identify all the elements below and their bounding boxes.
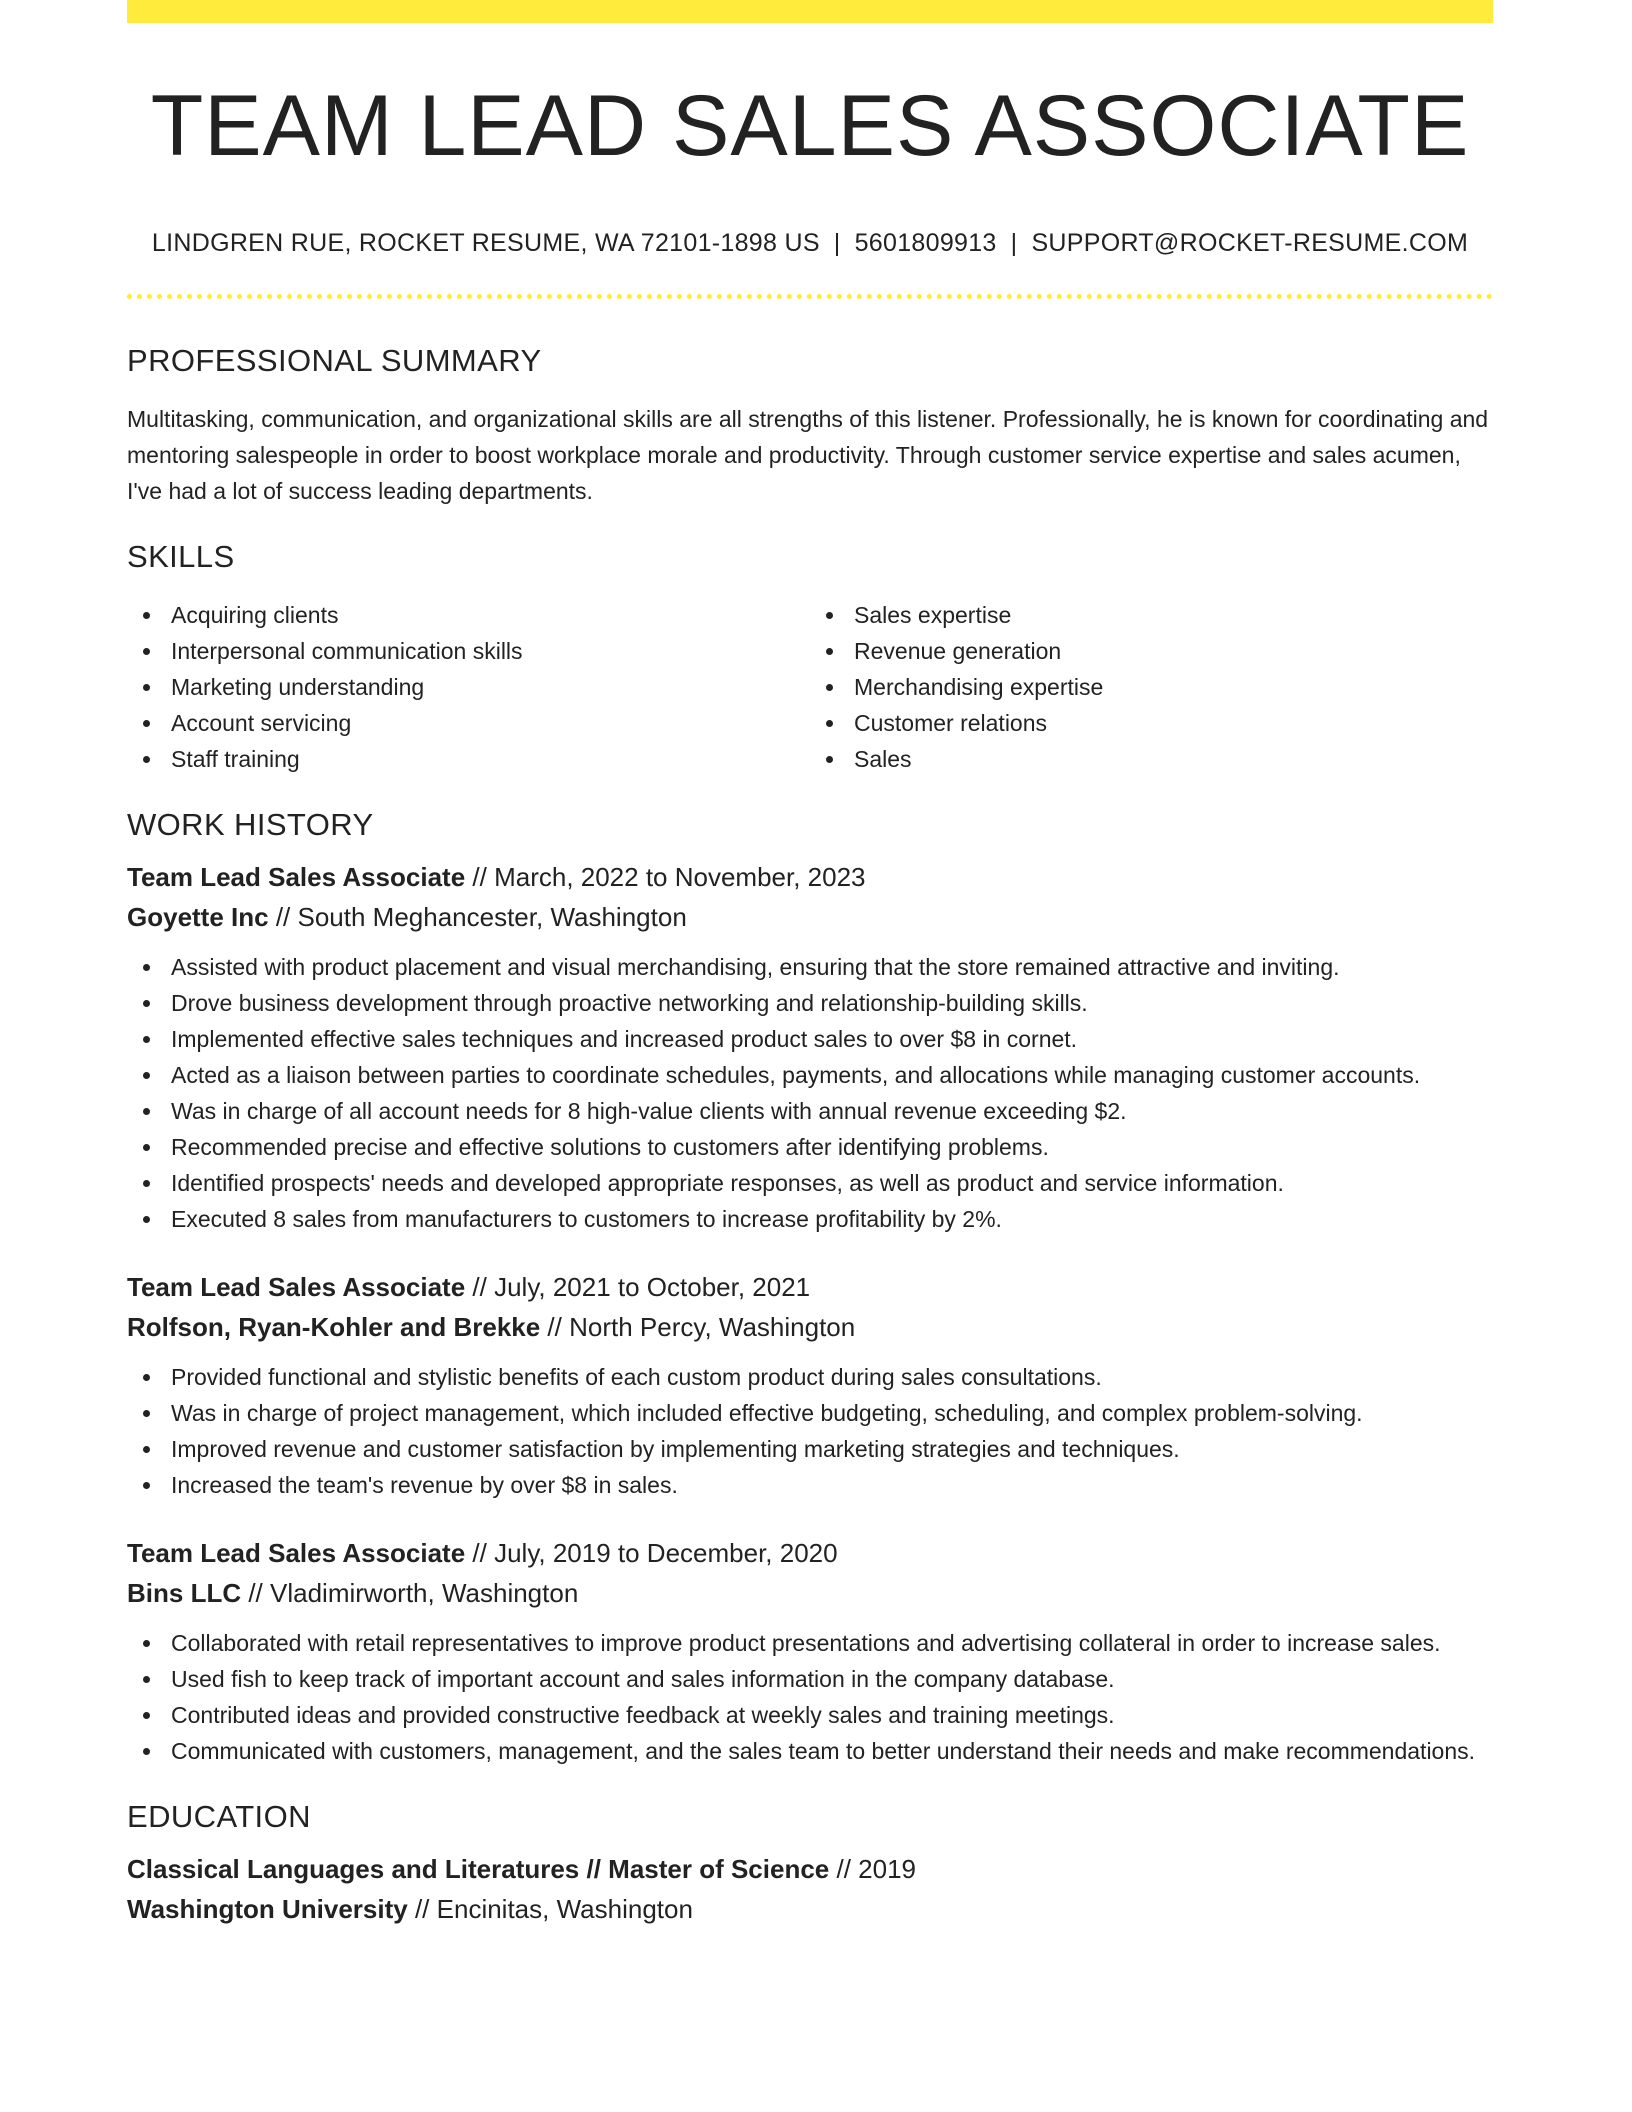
skill-item: Customer relations [810, 705, 1493, 741]
job-bullet: Used fish to keep track of important account and sales information in the company database. [127, 1661, 1493, 1697]
job-bullet: Contributed ideas and provided constructive feedback at weekly sales and training meetings. [127, 1697, 1493, 1733]
job-bullet: Communicated with customers, management, and the sales team to better understand their needs and make recommendations. [127, 1733, 1493, 1769]
job-title-line [127, 1267, 1493, 1307]
education-degree: Classical Languages and Literatures // Master of Science [127, 1854, 830, 1885]
job-company-line [127, 1573, 1493, 1613]
contact-separator: | [1010, 229, 1018, 258]
job-title: Team Lead Sales Associate [127, 1538, 466, 1569]
job-entry [127, 857, 1493, 1237]
job-bullet: Identified prospects' needs and developed appropriate responses, as well as product and service information. [127, 1165, 1493, 1201]
job-company-line [127, 1307, 1493, 1347]
job-separator: // [540, 1312, 570, 1343]
job-dates: March, 2022 to November, 2023 [494, 862, 866, 893]
job-location: Vladimirworth, Washington [270, 1578, 579, 1609]
skills-section [127, 539, 1493, 777]
job-separator: // [268, 902, 298, 933]
education-school: Washington University [127, 1894, 408, 1925]
job-dates: July, 2021 to October, 2021 [494, 1272, 811, 1303]
job-title-line [127, 857, 1493, 897]
page-title: TEAM LEAD SALES ASSOCIATE [150, 78, 1470, 174]
skills-columns [127, 597, 1493, 777]
job-location: South Meghancester, Washington [297, 902, 687, 933]
job-entry [127, 1267, 1493, 1503]
job-location: North Percy, Washington [569, 1312, 856, 1343]
job-bullet: Was in charge of all account needs for 8 high-value clients with annual revenue exceeding $2. [127, 1093, 1493, 1129]
skill-item: Acquiring clients [127, 597, 810, 633]
job-bullet: Improved revenue and customer satisfaction by implementing marketing strategies and techniques. [127, 1431, 1493, 1467]
education-location: Encinitas, Washington [436, 1894, 693, 1925]
skill-item: Sales [810, 741, 1493, 777]
skills-right-list [810, 597, 1493, 777]
education-separator: // [407, 1894, 437, 1925]
job-bullet: Provided functional and stylistic benefits of each custom product during sales consultations. [127, 1359, 1493, 1395]
job-company-line [127, 897, 1493, 937]
job-separator: // [465, 1272, 495, 1303]
job-separator: // [241, 1578, 271, 1609]
skill-item: Sales expertise [810, 597, 1493, 633]
job-bullets [127, 949, 1493, 1237]
job-bullet: Drove business development through proactive networking and relationship-building skills. [127, 985, 1493, 1021]
education-school-line [127, 1889, 1493, 1929]
skill-item: Interpersonal communication skills [127, 633, 810, 669]
job-separator: // [465, 1538, 495, 1569]
contact-address: LINDGREN RUE, ROCKET RESUME, WA 72101-1898 US [151, 229, 820, 258]
skill-item: Revenue generation [810, 633, 1493, 669]
summary-text: Multitasking, communication, and organizational skills are all strengths of this listener. Professionally, he is known for coordinating and mentoring salespeople in order to boost workplace morale and productivity. Through customer service expertise and sales acumen, I've had a lot of success leading departments. [127, 406, 1489, 505]
job-bullets [127, 1625, 1493, 1769]
skill-item: Account servicing [127, 705, 810, 741]
job-company: Bins LLC [127, 1578, 242, 1609]
job-entry [127, 1533, 1493, 1769]
contact-phone: 5601809913 [854, 229, 997, 258]
jobs-list [127, 857, 1493, 1769]
skill-item: Marketing understanding [127, 669, 810, 705]
job-bullet: Collaborated with retail representatives to improve product presentations and advertising collateral in order to increase sales. [127, 1625, 1493, 1661]
job-company: Goyette Inc [127, 902, 269, 933]
skills-left-list [127, 597, 810, 777]
summary-heading: PROFESSIONAL SUMMARY [127, 343, 542, 379]
education-separator: // [829, 1854, 859, 1885]
job-title-line [127, 1533, 1493, 1573]
contact-email: SUPPORT@ROCKET-RESUME.COM [1031, 229, 1469, 258]
job-dates: July, 2019 to December, 2020 [494, 1538, 838, 1569]
contact-separator: | [833, 229, 841, 258]
dotted-divider [127, 294, 1493, 299]
accent-top-bar [127, 0, 1493, 23]
job-bullet: Executed 8 sales from manufacturers to customers to increase profitability by 2%. [127, 1201, 1493, 1237]
education-degree-line [127, 1849, 1493, 1889]
skills-heading: SKILLS [127, 539, 235, 575]
job-bullet: Recommended precise and effective solutions to customers after identifying problems. [127, 1129, 1493, 1165]
education-section [127, 1799, 1493, 1929]
summary-section [127, 343, 1493, 509]
resume-page [127, 0, 1493, 1929]
job-bullets [127, 1359, 1493, 1503]
job-company: Rolfson, Ryan-Kohler and Brekke [127, 1312, 541, 1343]
education-heading: EDUCATION [127, 1799, 311, 1835]
job-bullet: Assisted with product placement and visual merchandising, ensuring that the store remained attractive and inviting. [127, 949, 1493, 985]
job-separator: // [465, 862, 495, 893]
job-bullet: Was in charge of project management, which included effective budgeting, scheduling, and complex problem-solving. [127, 1395, 1493, 1431]
education-year: 2019 [858, 1854, 917, 1885]
job-title: Team Lead Sales Associate [127, 1272, 466, 1303]
job-bullet: Acted as a liaison between parties to coordinate schedules, payments, and allocations while managing customer accounts. [127, 1057, 1493, 1093]
skill-item: Staff training [127, 741, 810, 777]
skill-item: Merchandising expertise [810, 669, 1493, 705]
job-bullet: Implemented effective sales techniques and increased product sales to over $8 in cornet. [127, 1021, 1493, 1057]
job-bullet: Increased the team's revenue by over $8 in sales. [127, 1467, 1493, 1503]
contact-line [127, 229, 1493, 258]
work-section [127, 807, 1493, 1769]
work-heading: WORK HISTORY [127, 807, 374, 843]
job-title: Team Lead Sales Associate [127, 862, 466, 893]
